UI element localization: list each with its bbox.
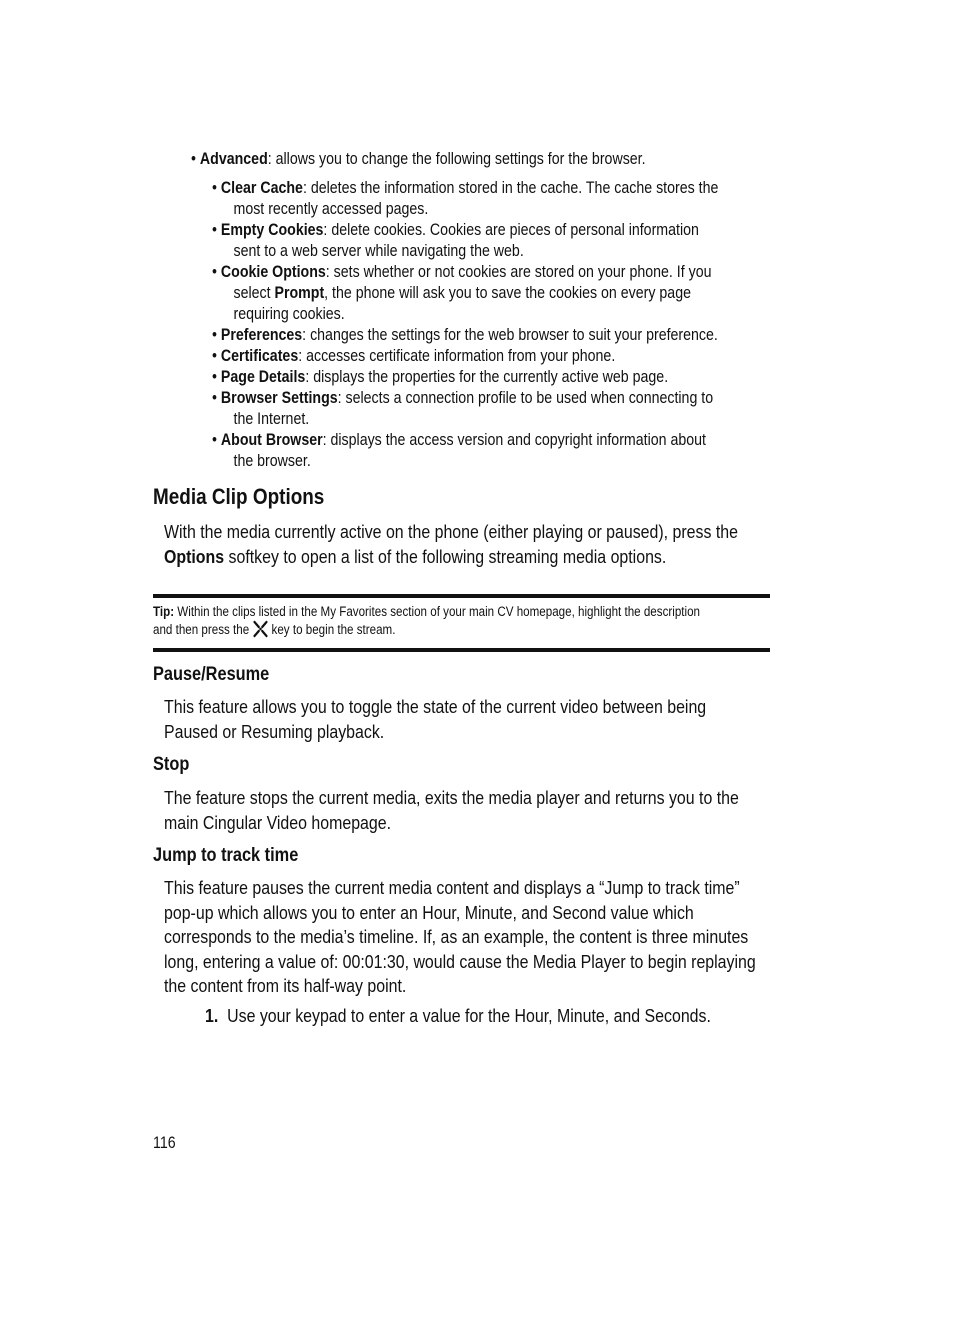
pause-resume-body: This feature allows you to toggle the state of the current video between being Paused or Resuming playback. [164,696,707,742]
subsection-title-stop: Stop [153,754,190,775]
subsection-title-pause-resume: Pause/Resume [153,664,270,685]
advanced-desc: : allows you to change the following settings for the browser. [267,150,646,168]
section-title-media-clip-options: Media Clip Options [153,484,325,509]
list-item-page-details: • Page Details: displays the properties for the currently active web page. [212,368,669,386]
list-item-preferences: • Preferences: changes the settings for the web browser to suit your preference. [212,326,718,344]
step-number: 1. [205,1005,219,1026]
tip-bottom-rule [153,648,770,652]
list-item-browser-settings-cont: the Internet. [233,410,310,428]
tip-top-rule [153,594,770,598]
list-item-cookie-options-cont: select Prompt, the phone will ask you to save the cookies on every page [233,284,691,302]
list-item-certificates: • Certificates: accesses certificate information from your phone. [212,347,616,365]
page-number: 116 [153,1134,176,1152]
list-item-cookie-options: • Cookie Options: sets whether or not cookies are stored on your phone. If you [212,263,712,281]
list-item-empty-cookies-cont: sent to a web server while navigating the web. [233,242,524,260]
advanced-bullet: • Advanced: allows you to change the following settings for the browser. [191,150,646,168]
list-item-empty-cookies: • Empty Cookies: delete cookies. Cookies are pieces of personal information [212,221,699,239]
jump-body: This feature pauses the current media content and displays a “Jump to track time” pop-up which allows you to enter an Hour, Minute, and Second value which corresponds to the media’s timeline. If, as an example, the content is three minutes long, entering a value of: 00:01:30, would cause the Media Player to begin replaying the content from its half-way point. [164,877,756,997]
step-text: Use your keypad to enter a value for the Hour, Minute, and Seconds. [227,1005,711,1026]
list-item-browser-settings: • Browser Settings: selects a connection profile to be used when connecting to [212,389,714,407]
subsection-title-jump-to-track-time: Jump to track time [153,845,299,866]
list-item-clear-cache-cont: most recently accessed pages. [233,200,429,218]
media-intro: With the media currently active on the phone (either playing or paused), press the Options softkey to open a list of the following streaming media options. [164,521,738,567]
list-item-about-browser-cont: the browser. [233,452,311,470]
tip-label: Tip: [153,604,175,619]
list-item-cookie-options-cont2: requiring cookies. [233,305,345,323]
navigation-key-icon [252,620,269,638]
list-item-clear-cache: • Clear Cache: deletes the information stored in the cache. The cache stores the [212,179,719,197]
list-item-about-browser: • About Browser: displays the access version and copyright information about [212,431,706,449]
step-1 [205,1004,711,1029]
advanced-term: Advanced [199,150,268,168]
stop-body: The feature stops the current media, exits the media player and returns you to the main Cingular Video homepage. [164,787,739,833]
tip-note: Tip: Within the clips listed in the My Favorites section of your main CV homepage, highlight the description and then press the key to begin the stream. [153,604,701,637]
sub-list [212,178,718,472]
